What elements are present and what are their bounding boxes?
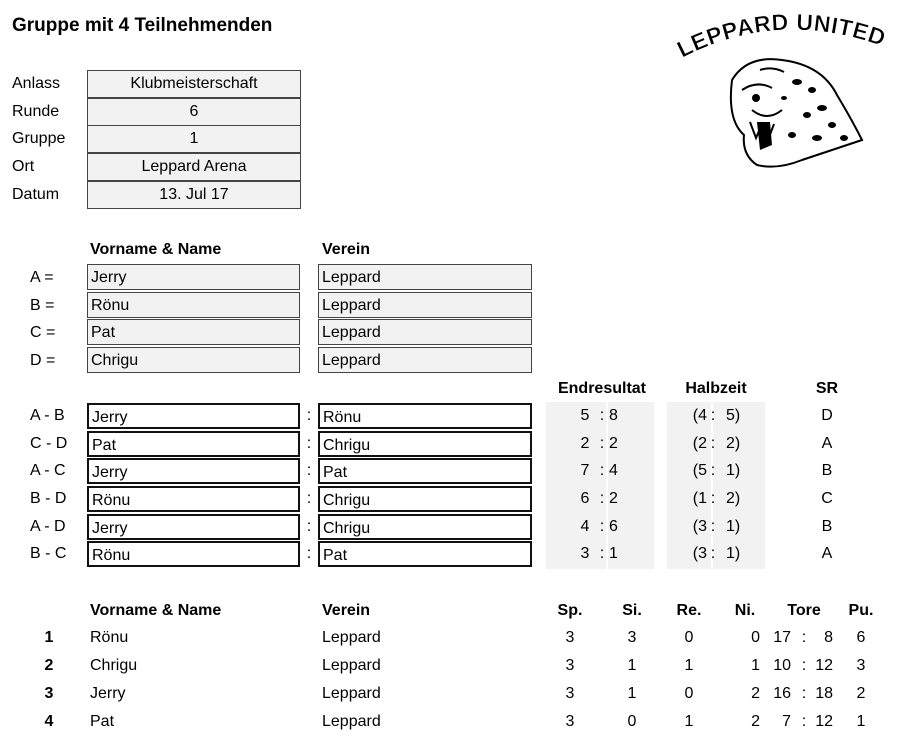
leppard-united-logo: [672, 10, 897, 175]
participant-name-field[interactable]: Chrigu: [87, 347, 300, 373]
match-pair-label: B - D: [30, 490, 67, 507]
standing-goals-for: 10: [773, 657, 791, 674]
participants-club-header: Verein: [322, 241, 371, 258]
final-result-header: Endresultat: [557, 380, 646, 397]
half-away-score: 2): [726, 490, 741, 507]
page-title: Gruppe mit 4 Teilnehmenden: [12, 15, 273, 36]
standing-games: 3: [565, 629, 575, 646]
info-value-field[interactable]: Leppard Arena: [87, 153, 301, 181]
final-score-colon: :: [599, 545, 605, 562]
participant-club-field[interactable]: Leppard: [318, 319, 532, 345]
final-home-score: 7: [580, 462, 590, 479]
match-referee: D: [821, 407, 833, 424]
info-label: Anlass: [12, 75, 61, 92]
leopard-head-icon: [672, 10, 897, 175]
standing-draws: 0: [684, 685, 694, 702]
match-separator: :: [306, 462, 312, 479]
half-score-colon: :: [710, 518, 716, 535]
standing-wins: 3: [627, 629, 637, 646]
standing-name: Pat: [90, 713, 115, 730]
match-referee: C: [821, 490, 833, 507]
standing-goals-against: 12: [815, 713, 833, 730]
final-score-colon: :: [599, 518, 605, 535]
final-score-colon: :: [599, 407, 605, 424]
standing-club: Leppard: [322, 713, 381, 730]
match-separator: :: [306, 545, 312, 562]
goals-colon: :: [801, 657, 807, 674]
standings-club-header: Verein: [322, 602, 371, 619]
standing-rank: 1: [44, 629, 54, 646]
half-away-score: 1): [726, 462, 741, 479]
match-separator: :: [306, 407, 312, 424]
half-away-score: 5): [726, 407, 741, 424]
standing-wins: 0: [627, 713, 637, 730]
half-home-score: (2: [692, 435, 707, 452]
standing-draws: 1: [684, 713, 694, 730]
final-home-score: 2: [580, 435, 590, 452]
info-value-field[interactable]: 1: [87, 125, 301, 153]
half-home-score: (5: [692, 462, 707, 479]
match-away-field[interactable]: Chrigu: [318, 431, 532, 457]
info-value-field[interactable]: 6: [87, 98, 301, 126]
standings-name-header: Vorname & Name: [90, 602, 222, 619]
logo-text: LEPPARD UNITED: [672, 10, 890, 63]
info-label: Ort: [12, 158, 35, 175]
games-header: Sp.: [557, 602, 583, 619]
goals-colon: :: [801, 685, 807, 702]
participant-club-field[interactable]: Leppard: [318, 292, 532, 318]
standing-club: Leppard: [322, 685, 381, 702]
standing-games: 3: [565, 657, 575, 674]
final-score-colon: :: [599, 435, 605, 452]
standing-losses: 2: [751, 685, 760, 702]
goals-colon: :: [801, 713, 807, 730]
participants-name-header: Vorname & Name: [90, 241, 222, 258]
final-score-colon: :: [599, 462, 605, 479]
half-home-score: (1: [692, 490, 707, 507]
standing-name: Jerry: [90, 685, 126, 702]
match-referee: B: [821, 462, 833, 479]
match-separator: :: [306, 490, 312, 507]
match-separator: :: [306, 435, 312, 452]
info-label: Runde: [12, 103, 60, 120]
match-referee: B: [821, 518, 833, 535]
participant-club-field[interactable]: Leppard: [318, 264, 532, 290]
referee-header: SR: [815, 380, 839, 397]
standing-name: Chrigu: [90, 657, 138, 674]
match-home-field[interactable]: Jerry: [87, 403, 300, 429]
match-home-field[interactable]: Jerry: [87, 458, 300, 484]
standing-wins: 1: [627, 685, 637, 702]
standing-goals-against: 12: [815, 657, 833, 674]
match-home-field[interactable]: Pat: [87, 431, 300, 457]
standing-draws: 0: [684, 629, 694, 646]
match-home-field[interactable]: Rönu: [87, 486, 300, 512]
standing-club: Leppard: [322, 629, 381, 646]
final-score-colon: :: [599, 490, 605, 507]
match-pair-label: C - D: [30, 435, 68, 452]
standing-goals-for: 17: [773, 629, 791, 646]
half-score-colon: :: [710, 545, 716, 562]
standing-losses: 0: [751, 629, 760, 646]
final-home-score: 5: [580, 407, 590, 424]
standing-goals-for: 7: [782, 713, 791, 730]
standing-goals-for: 16: [773, 685, 791, 702]
match-home-field[interactable]: Jerry: [87, 514, 300, 540]
losses-header: Ni.: [734, 602, 756, 619]
half-away-score: 1): [726, 545, 741, 562]
half-score-colon: :: [710, 462, 716, 479]
standing-goals-against: 18: [815, 685, 833, 702]
participant-club-field[interactable]: Leppard: [318, 347, 532, 373]
match-pair-label: B - C: [30, 545, 67, 562]
participant-letter: D =: [30, 352, 56, 369]
half-away-score: 2): [726, 435, 741, 452]
wins-header: Si.: [622, 602, 642, 619]
half-home-score: (4: [692, 407, 707, 424]
half-score-colon: :: [710, 407, 716, 424]
final-home-score: 4: [580, 518, 590, 535]
standing-losses: 1: [751, 657, 760, 674]
match-referee: A: [821, 435, 833, 452]
standing-wins: 1: [627, 657, 637, 674]
standing-points: 6: [856, 629, 866, 646]
half-score-colon: :: [710, 435, 716, 452]
match-away-field[interactable]: Rönu: [318, 403, 532, 429]
standing-rank: 4: [44, 713, 54, 730]
standing-points: 2: [856, 685, 866, 702]
final-home-score: 6: [580, 490, 590, 507]
participant-name-field[interactable]: Rönu: [87, 292, 300, 318]
final-away-score: 2: [609, 490, 618, 507]
standing-losses: 2: [751, 713, 760, 730]
match-pair-label: A - B: [30, 407, 65, 424]
half-score-colon: :: [710, 490, 716, 507]
match-home-field[interactable]: Rönu: [87, 541, 300, 567]
match-away-field[interactable]: Chrigu: [318, 486, 532, 512]
info-label: Gruppe: [12, 130, 66, 147]
participant-name-field[interactable]: Pat: [87, 319, 300, 345]
info-label: Datum: [12, 186, 60, 203]
standing-goals-against: 8: [824, 629, 833, 646]
match-away-field[interactable]: Pat: [318, 541, 532, 567]
participant-letter: B =: [30, 297, 55, 314]
match-away-field[interactable]: Pat: [318, 458, 532, 484]
participant-letter: C =: [30, 324, 56, 341]
halftime-header: Halbzeit: [685, 380, 747, 397]
final-away-score: 2: [609, 435, 618, 452]
draws-header: Re.: [676, 602, 702, 619]
final-away-score: 8: [609, 407, 618, 424]
half-home-score: (3: [692, 545, 707, 562]
standing-name: Rönu: [90, 629, 129, 646]
standing-draws: 1: [684, 657, 694, 674]
match-pair-label: A - D: [30, 518, 66, 535]
match-separator: :: [306, 518, 312, 535]
final-away-score: 1: [609, 545, 618, 562]
goals-colon: :: [801, 629, 807, 646]
svg-text:LEPPARD UNITED: [673, 10, 889, 62]
participant-name-field[interactable]: Jerry: [87, 264, 300, 290]
half-away-score: 1): [726, 518, 741, 535]
standing-rank: 2: [44, 657, 54, 674]
points-header: Pu.: [848, 602, 874, 619]
standing-games: 3: [565, 685, 575, 702]
goals-header: Tore: [787, 602, 821, 619]
info-value-field[interactable]: 13. Jul 17: [87, 181, 301, 209]
participant-letter: A =: [30, 269, 54, 286]
standing-games: 3: [565, 713, 575, 730]
standing-club: Leppard: [322, 657, 381, 674]
match-pair-label: A - C: [30, 462, 66, 479]
half-home-score: (3: [692, 518, 707, 535]
standing-rank: 3: [44, 685, 54, 702]
match-away-field[interactable]: Chrigu: [318, 514, 532, 540]
final-away-score: 4: [609, 462, 618, 479]
match-referee: A: [821, 545, 833, 562]
standing-points: 1: [856, 713, 866, 730]
final-home-score: 3: [580, 545, 590, 562]
standing-points: 3: [856, 657, 866, 674]
info-value-field[interactable]: Klubmeisterschaft: [87, 70, 301, 98]
final-away-score: 6: [609, 518, 618, 535]
